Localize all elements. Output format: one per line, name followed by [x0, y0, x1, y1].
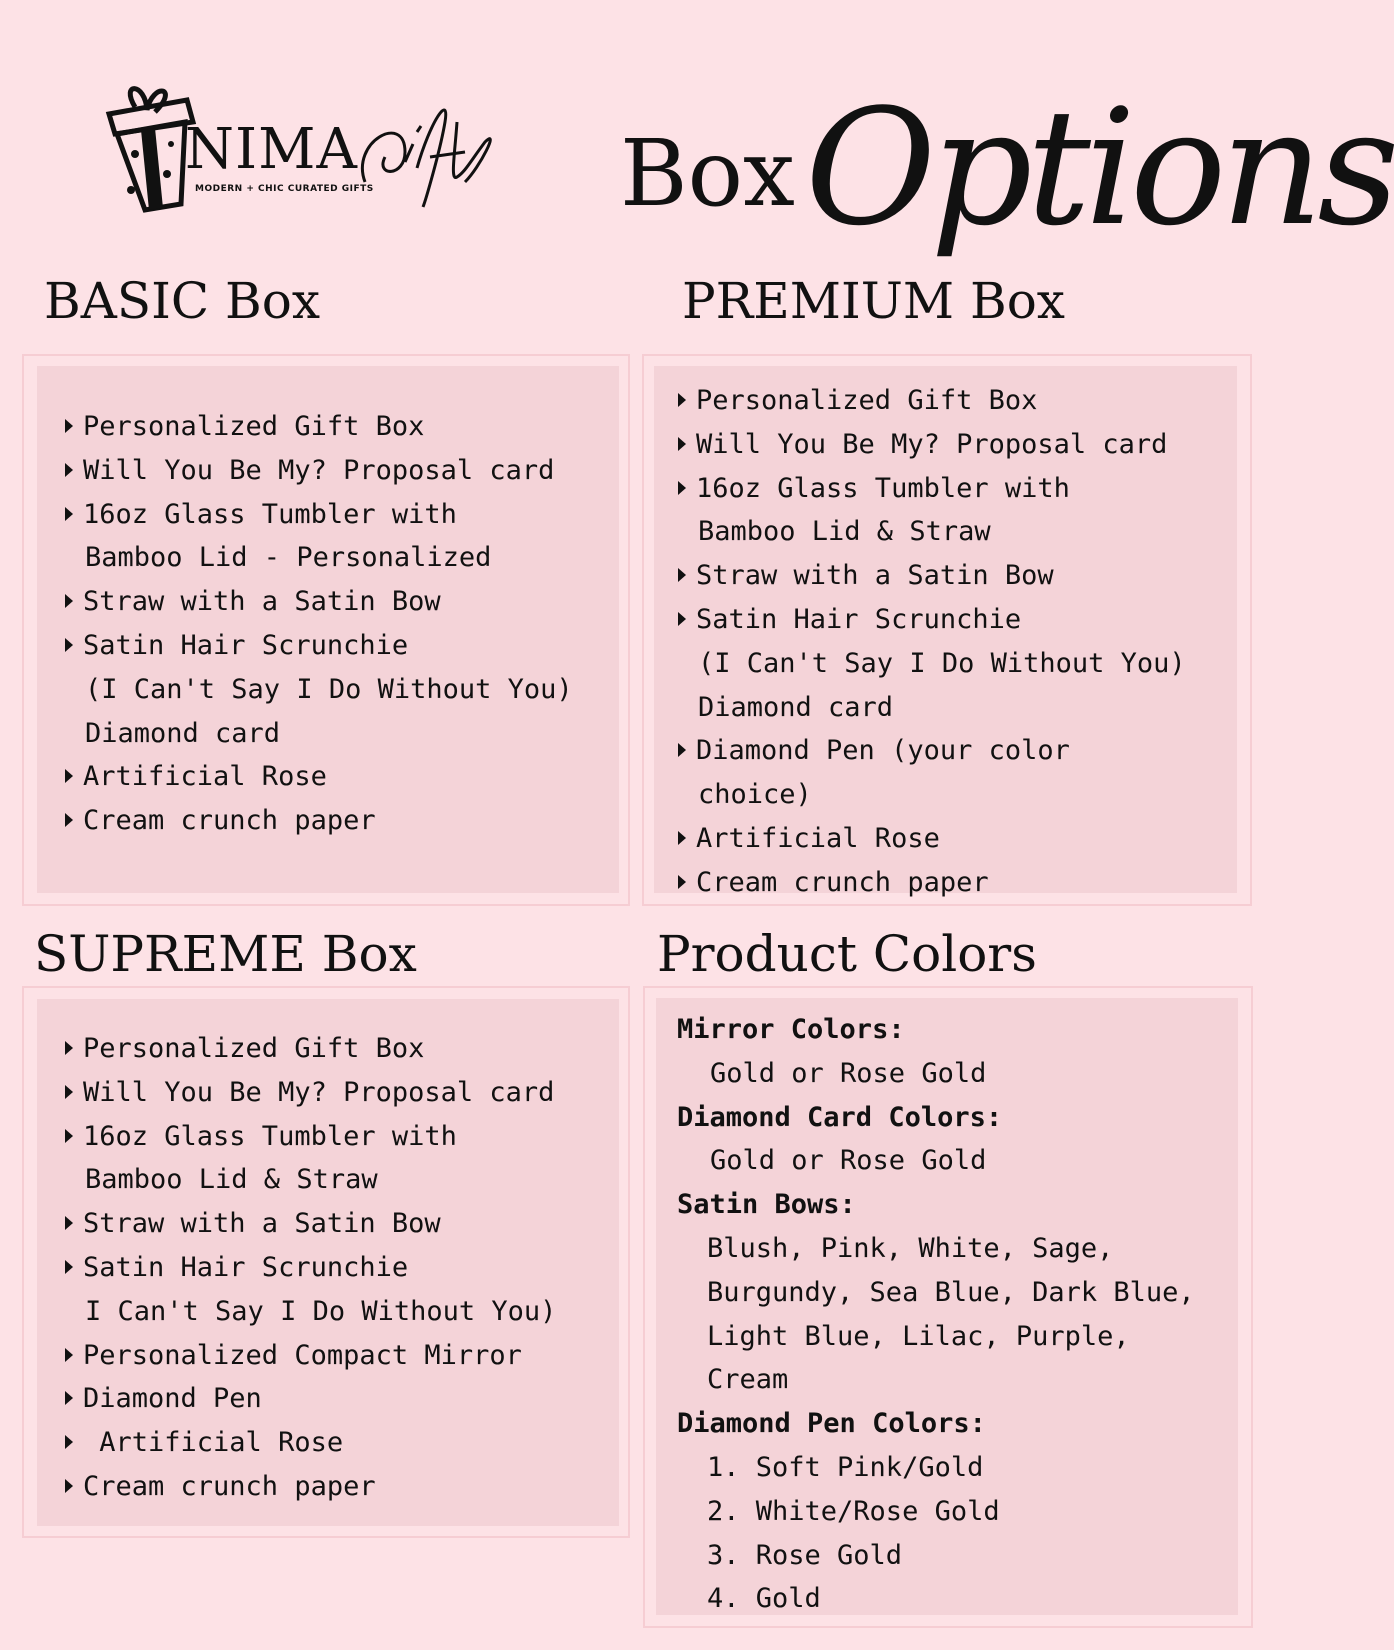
color-value-line: Blush, Pink, White, Sage, — [707, 1232, 1114, 1264]
logo-brand: NIMA — [185, 117, 358, 182]
pen-colors-label: Diamond Pen Colors: — [677, 1408, 986, 1440]
basic-item: Diamond card — [85, 717, 281, 749]
supreme-item: Diamond Pen — [65, 1377, 556, 1421]
basic-heading: BASIC Box — [44, 272, 321, 330]
basic-item: Cream crunch paper — [65, 799, 573, 843]
color-value-line: 1. Soft Pink/Gold — [707, 1451, 984, 1483]
supreme-item: I Can't Say I Do Without You) — [85, 1295, 557, 1327]
supreme-item: Personalized Gift Box — [65, 1027, 556, 1071]
supreme-item: Bamboo Lid & Straw — [85, 1164, 378, 1196]
color-value-line: Burgundy, Sea Blue, Dark Blue, — [707, 1276, 1195, 1308]
basic-item: Personalized Gift Box — [65, 405, 573, 449]
supreme-heading: SUPREME Box — [34, 925, 417, 983]
premium-item: Bamboo Lid & Straw — [698, 516, 991, 548]
color-value-line: Cream — [707, 1364, 789, 1396]
premium-panel — [654, 366, 1237, 898]
premium-item: choice) — [698, 779, 812, 811]
supreme-item: Artificial Rose — [65, 1421, 556, 1465]
logo-script — [395, 82, 396, 83]
basic-item: Satin Hair Scrunchie — [65, 624, 573, 668]
logo-tagline: MODERN + CHIC CURATED GIFTS — [195, 184, 374, 194]
premium-heading: PREMIUM Box — [682, 272, 1066, 330]
premium-item: Straw with a Satin Bow — [678, 554, 1186, 598]
premium-item: Cream crunch paper — [678, 861, 1186, 905]
supreme-item: Will You Be My? Proposal card — [65, 1071, 556, 1115]
basic-item: (I Can't Say I Do Without You) — [85, 673, 573, 705]
colors-heading: Product Colors — [657, 925, 1037, 983]
color-value-line: Light Blue, Lilac, Purple, — [707, 1320, 1130, 1352]
basic-items-list — [65, 405, 573, 843]
premium-item: Diamond Pen (your color — [678, 729, 1186, 773]
mirror-colors-label: Mirror Colors: — [677, 1014, 905, 1045]
premium-items-list — [678, 379, 1186, 905]
title-box: Box — [620, 120, 795, 227]
basic-item: Will You Be My? Proposal card — [65, 449, 573, 493]
nima-gifts-logo — [105, 82, 505, 222]
title-options: Options — [805, 74, 1394, 261]
basic-item: 16oz Glass Tumbler with — [65, 493, 573, 537]
basic-item: Artificial Rose — [65, 755, 573, 799]
card-colors-value: Gold or Rose Gold — [710, 1145, 987, 1177]
satin-bows-label: Satin Bows: — [677, 1189, 856, 1221]
premium-item: Will You Be My? Proposal card — [678, 423, 1186, 467]
supreme-item: Cream crunch paper — [65, 1465, 556, 1509]
premium-item: Artificial Rose — [678, 817, 1186, 861]
supreme-item: Straw with a Satin Bow — [65, 1202, 556, 1246]
mirror-colors-value: Gold or Rose Gold — [710, 1057, 987, 1089]
basic-item: Straw with a Satin Bow — [65, 580, 573, 624]
satin-bows-values — [677, 1227, 1195, 1402]
pen-colors-values — [677, 1446, 1195, 1621]
color-value-line: 3. Rose Gold — [707, 1539, 903, 1571]
premium-item: (I Can't Say I Do Without You) — [698, 647, 1186, 679]
product-colors-list — [677, 1008, 1195, 1621]
basic-item: Bamboo Lid - Personalized — [85, 542, 492, 574]
color-value-line: 4. Gold — [707, 1583, 821, 1615]
supreme-items-list — [65, 1027, 556, 1509]
color-value-line: 2. White/Rose Gold — [707, 1495, 1000, 1527]
supreme-item: Satin Hair Scrunchie — [65, 1246, 556, 1290]
premium-item: 16oz Glass Tumbler with — [678, 467, 1186, 511]
supreme-item: Personalized Compact Mirror — [65, 1334, 556, 1378]
supreme-item: 16oz Glass Tumbler with — [65, 1115, 556, 1159]
card-colors-label: Diamond Card Colors: — [677, 1101, 1003, 1133]
premium-item: Personalized Gift Box — [678, 379, 1186, 423]
premium-item: Satin Hair Scrunchie — [678, 598, 1186, 642]
premium-item: Diamond card — [698, 691, 894, 723]
